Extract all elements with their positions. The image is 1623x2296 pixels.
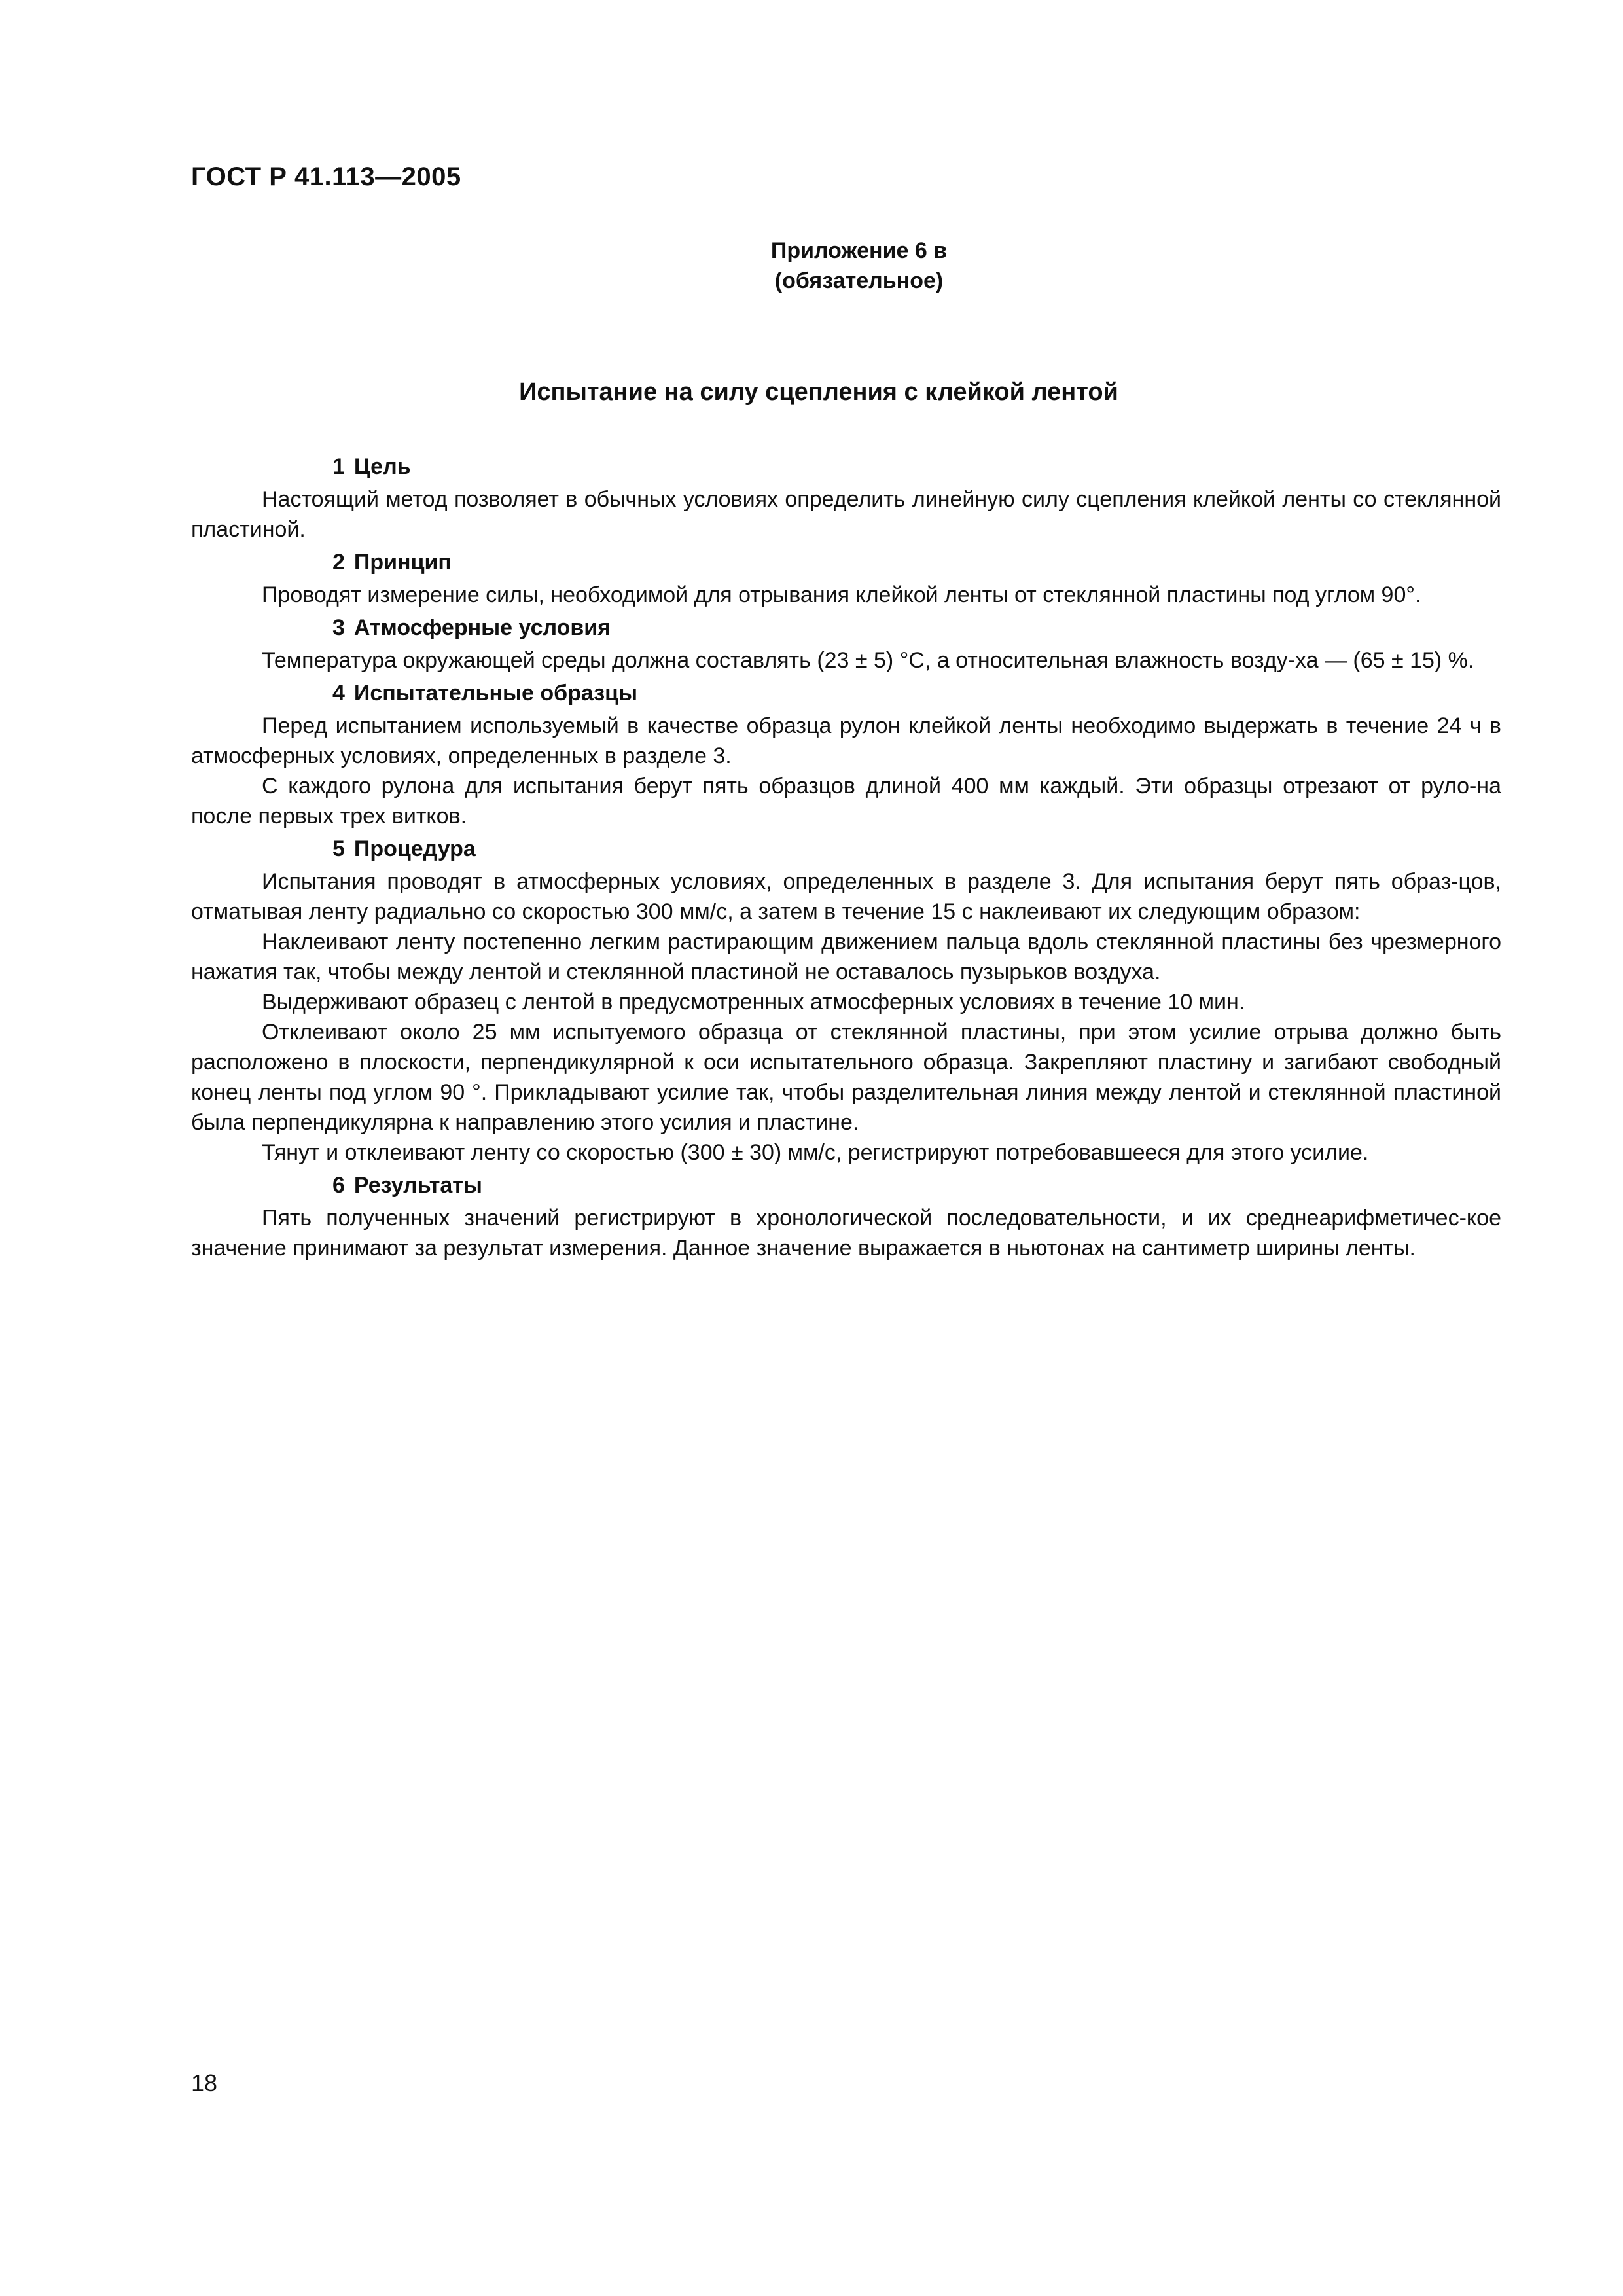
section-heading-results: [191, 1170, 1501, 1200]
paragraph: Испытания проводят в атмосферных условиях, определенных в разделе 3. Для испытания берут пять образ-цов, отматывая ленту радиально со скоростью 300 мм/с, а затем в течение 15 с наклеивают их следующим образом:: [191, 869, 1501, 924]
document-body: [191, 449, 1501, 1263]
section-heading-text: Принцип: [353, 550, 452, 575]
paragraph: С каждого рулона для испытания берут пять образцов длиной 400 мм каждый. Эти образцы отрезают от руло-на после первых трех витков.: [191, 774, 1501, 829]
section-heading-text: Результаты: [353, 1173, 482, 1198]
appendix-label: [0, 236, 1623, 296]
section-heading-text: Испытательные образцы: [353, 681, 638, 706]
section-title: [0, 378, 1623, 406]
section-heading-procedure: [191, 834, 1501, 864]
paragraph: Температура окружающей среды должна составлять (23 ± 5) °С, а относительная влажность возду-ха — (65 ± 15) %.: [262, 648, 1474, 673]
paragraph: Перед испытанием используемый в качестве образца рулон клейкой ленты необходимо выдержать в течение 24 ч в атмосферных условиях, определенных в разделе 3.: [191, 713, 1501, 768]
paragraph: Выдерживают образец с лентой в предусмотренных атмосферных условиях в течение 10 мин.: [262, 990, 1245, 1014]
section-number: 4: [332, 681, 345, 706]
section-heading-goal: [191, 452, 1501, 482]
section-heading-atmospheric-conditions: [191, 613, 1501, 643]
appendix-status: (обязательное): [774, 268, 944, 293]
paragraph: Проводят измерение силы, необходимой для отрывания клейкой ленты от стеклянной пластины под углом 90°.: [262, 583, 1421, 607]
section-heading-text: Атмосферные условия: [353, 615, 611, 640]
section-number: 2: [332, 550, 345, 575]
paragraph: Тянут и отклеивают ленту со скоростью (300 ± 30) мм/с, регистрируют потребовавшееся для этого усилие.: [262, 1140, 1369, 1165]
section-heading-text: Процедура: [353, 836, 476, 861]
section-heading-principle: [191, 547, 1501, 577]
section-number: 1: [332, 454, 345, 479]
paragraph: Пять полученных значений регистрируют в хронологической последовательности, и их среднеарифметичес-кое значение принимают за результат измерения. Данное значение выражается в ньютонах на сантиметр ширины ленты.: [191, 1206, 1501, 1261]
section-number: 3: [332, 615, 345, 640]
section-heading-test-specimens: [191, 678, 1501, 708]
page-number: 18: [191, 2070, 218, 2096]
appendix-number: Приложение 6 в: [770, 238, 948, 263]
section-number: 6: [332, 1173, 345, 1198]
document-code: ГОСТ Р 41.113—2005: [191, 162, 461, 191]
section-number: 5: [332, 836, 345, 861]
paragraph: Настоящий метод позволяет в обычных условиях определить линейную силу сцепления клейкой ленты со стеклянной пластиной.: [191, 487, 1501, 542]
title-text: Испытание на силу сцепления с клейкой лентой: [519, 378, 1118, 406]
paragraph: Отклеивают около 25 мм испытуемого образца от стеклянной пластины, при этом усилие отрыва должно быть расположено в плоскости, перпендикулярной к оси испытательного образца. Закрепляют пластину и загибают свободный конец ленты под углом 90 °. Прикладывают усилие так, чтобы разделительная линия между лентой и стеклянной пластиной была перпендикулярна к направлению этого усилия и пластине.: [191, 1020, 1501, 1135]
section-heading-text: Цель: [353, 454, 411, 479]
paragraph: Наклеивают ленту постепенно легким растирающим движением пальца вдоль стеклянной пластины без чрезмерного нажатия так, чтобы между лентой и стеклянной пластиной не оставалось пузырьков воздуха.: [191, 929, 1501, 984]
